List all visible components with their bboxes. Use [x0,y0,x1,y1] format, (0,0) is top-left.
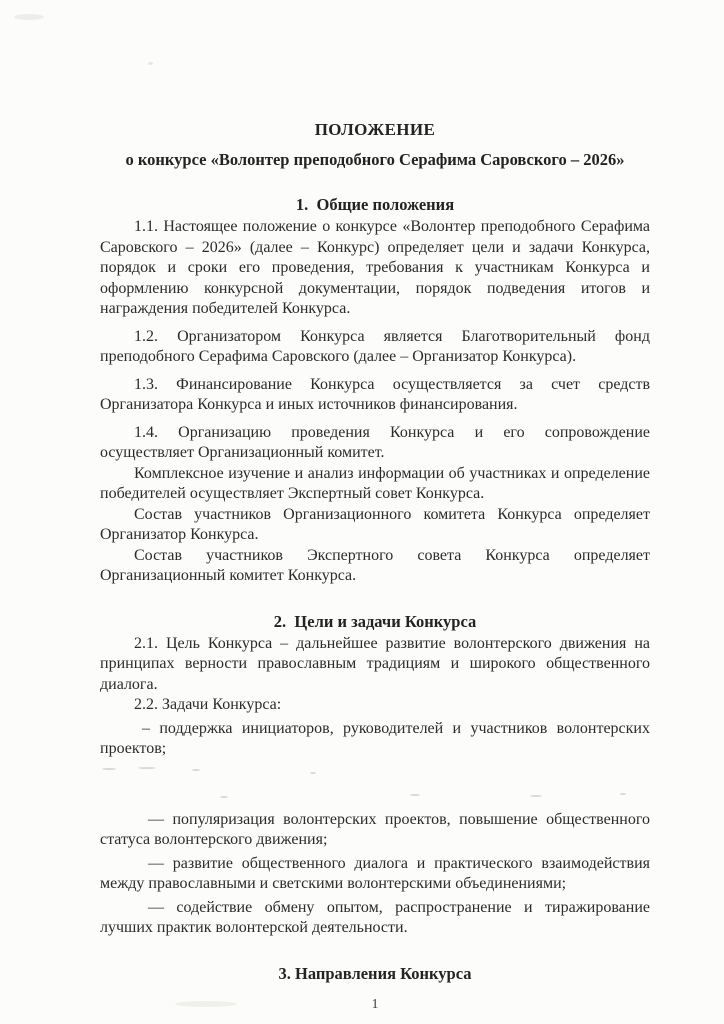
paragraph-1-3: 1.3. Финансирование Конкурса осуществляется за счет средств Организатора Конкурса и иных источников финансирования. [100,375,650,413]
paragraph-orgcommittee-members: Состав участников Организационного комитета Конкурса определяет Организатор Конкурса. [100,505,650,543]
document-subtitle: о конкурсе «Волонтер преподобного Серафима Саровского – 2026» [125,150,625,169]
paragraph-1-1: 1.1. Настоящее положение о конкурсе «Волонтер преподобного Серафима Саровского – 2026» (далее – Конкурс) определяет цели и задачи Конкурса, порядок и сроки его проведения, требования к участникам Конкурса и оформлению конкурсной документации, порядок подведения итогов и награждения победителей Конкурса. [100,218,650,317]
scan-artifact-dot [102,768,116,770]
paragraph-2-1: 2.1. Цель Конкурса – дальнейшее развитие волонтерского движения на принципах верности православным традициям и широкого общественного диалога. [100,634,650,693]
scan-artifact-dot [620,793,626,795]
task-bullet-support: – поддержка инициаторов, руководителей и участников волонтерских проектов; [100,719,650,757]
task-bullet-popularization: — популяризация волонтерских проектов, повышение общественного статуса волонтерского движения; [100,810,650,848]
scan-artifact-dot [410,794,420,796]
paragraph-1-4: 1.4. Организацию проведения Конкурса и его сопровождение осуществляет Организационный комитет. [100,423,650,461]
paragraph-2-2: 2.2. Задачи Конкурса: [134,696,282,713]
paragraph-expert-members: Состав участников Экспертного совета Конкурса определяет Организационный комитет Конкурса. [100,546,650,584]
paragraph-expert-council: Комплексное изучение и анализ информации об участниках и определение победителей осуществляет Экспертный совет Конкурса. [100,464,650,502]
scan-artifact-dot [310,772,316,774]
page-number: 1 [371,995,379,1011]
erased-text-gap [100,760,650,810]
section-heading-2: 2. Цели и задачи Конкурса [273,611,477,631]
section-heading-3: 3. Направления Конкурса [278,963,472,983]
scan-artifact-dot [192,769,200,771]
document-title: ПОЛОЖЕНИЕ [314,120,436,139]
task-bullet-experience: — содействие обмену опытом, распространение и тиражирование лучших практик волонтерской деятельности. [100,898,650,936]
scan-artifact-dot [220,796,228,798]
section-heading-1: 1. Общие положения [295,195,455,214]
scan-artifact-dot [530,795,542,797]
paragraph-1-2: 1.2. Организатором Конкурса является Благотворительный фонд преподобного Серафима Саровского (далее – Организатор Конкурса). [100,327,650,365]
scan-artifact-dot [138,767,156,769]
task-bullet-dialog: — развитие общественного диалога и практического взаимодействия между православными и светскими волонтерскими объединениями; [100,854,650,892]
